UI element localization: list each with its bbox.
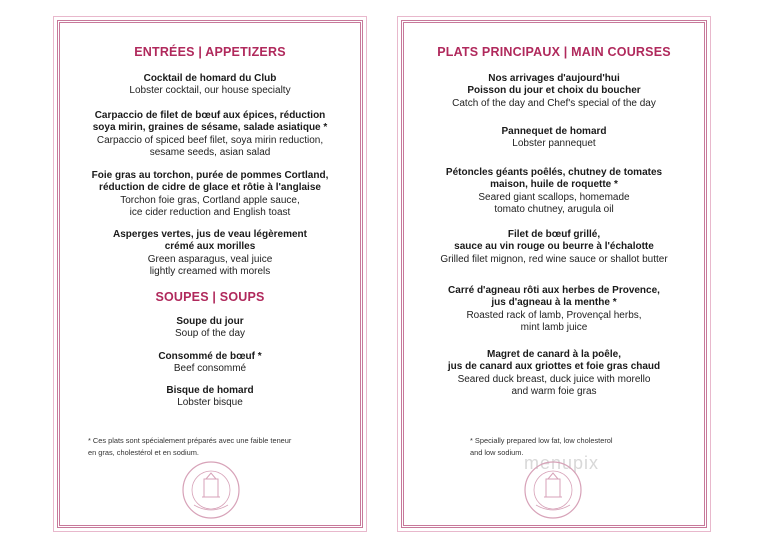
dish-name-fr: Pannequet de homard <box>501 126 607 137</box>
menupix-watermark: menupix <box>524 453 600 473</box>
dish-name-fr: Nos arrivages d'aujourd'hui Poisson du jour et choix du boucher <box>467 73 641 97</box>
mains-item-6 <box>404 349 704 398</box>
entrees-title: ENTRÉES | APPETIZERS <box>134 45 286 59</box>
dish-name-fr: Filet de bœuf grillé, sauce au vin rouge ou beurre à l'échalotte <box>454 229 654 253</box>
dish-name-en: Seared giant scallops, homemade tomato chutney, arugula oil <box>478 191 630 215</box>
mains-item-2 <box>404 126 704 151</box>
dish-name-en: Carpaccio of spiced beef filet, soya mirin reduction, sesame seeds, asian salad <box>96 134 324 158</box>
dish-name-en: Green asparagus, veal juice lightly creamed with morels <box>147 253 273 277</box>
entrees-item-4 <box>60 229 360 278</box>
dish-name-en: Lobster bisque <box>177 397 243 409</box>
mains-item-5 <box>404 285 704 334</box>
soupes-item-2 <box>60 351 360 376</box>
mains-item-3 <box>404 167 704 216</box>
soupes-title: SOUPES | SOUPS <box>155 290 265 304</box>
soupes-item-3 <box>60 385 360 410</box>
dish-name-en: Torchon foie gras, Cortland apple sauce, ice cider reduction and English toast <box>120 194 300 218</box>
dietary-note: * Specially prepared low fat, low cholesterol and low sodium. <box>470 436 613 457</box>
dish-name-fr: Carré d'agneau rôti aux herbes de Provence, jus d'agneau à la menthe * <box>448 285 660 309</box>
mains-item-4 <box>404 229 704 266</box>
dish-name-en: Lobster cocktail, our house specialty <box>129 85 291 97</box>
dish-name-en: Lobster pannequet <box>512 138 596 150</box>
dish-name-en: Catch of the day and Chef's special of the day <box>452 97 656 109</box>
club-seal-logo <box>180 459 242 521</box>
dish-name-fr: Pétoncles géants poêlés, chutney de tomates maison, huile de roquette * <box>445 167 663 191</box>
mains-section <box>404 45 704 59</box>
dish-name-fr: Magret de canard à la poêle, jus de canard aux griottes et foie gras chaud <box>447 349 661 373</box>
dish-name-fr: Carpaccio de filet de bœuf aux épices, réduction soya mirin, graines de sésame, salade asiatique * <box>92 110 328 134</box>
entrees-section <box>60 45 360 59</box>
dish-name-fr: Soupe du jour <box>176 316 244 327</box>
menu-panel-left <box>57 20 363 528</box>
dietary-note: * Ces plats sont spécialement préparés avec une faible teneur en gras, cholestérol et en sodium. <box>88 436 292 457</box>
menu-panel-right <box>401 20 707 528</box>
dish-name-fr: Foie gras au torchon, purée de pommes Cortland, réduction de cidre de glace et rôtie à l'anglaise <box>91 170 329 194</box>
dish-name-en: Grilled filet mignon, red wine sauce or shallot butter <box>440 253 668 265</box>
dish-name-fr: Cocktail de homard du Club <box>143 73 277 84</box>
entrees-item-1 <box>60 73 360 98</box>
entrees-item-2 <box>60 110 360 159</box>
dish-name-en: Seared duck breast, duck juice with morello and warm foie gras <box>457 373 651 397</box>
soupes-section <box>60 290 360 304</box>
dish-name-en: Roasted rack of lamb, Provençal herbs, mint lamb juice <box>466 309 642 333</box>
dish-name-en: Soup of the day <box>174 328 246 340</box>
entrees-item-3 <box>60 170 360 219</box>
dish-name-en: Beef consommé <box>173 363 247 375</box>
soupes-item-1 <box>60 316 360 341</box>
club-seal-logo <box>522 459 584 521</box>
dish-name-fr: Bisque de homard <box>166 385 254 396</box>
mains-title: PLATS PRINCIPAUX | MAIN COURSES <box>437 45 671 59</box>
mains-item-1 <box>404 73 704 110</box>
dish-name-fr: Consommé de bœuf * <box>158 351 262 362</box>
dish-name-fr: Asperges vertes, jus de veau légèrement crémé aux morilles <box>113 229 307 253</box>
